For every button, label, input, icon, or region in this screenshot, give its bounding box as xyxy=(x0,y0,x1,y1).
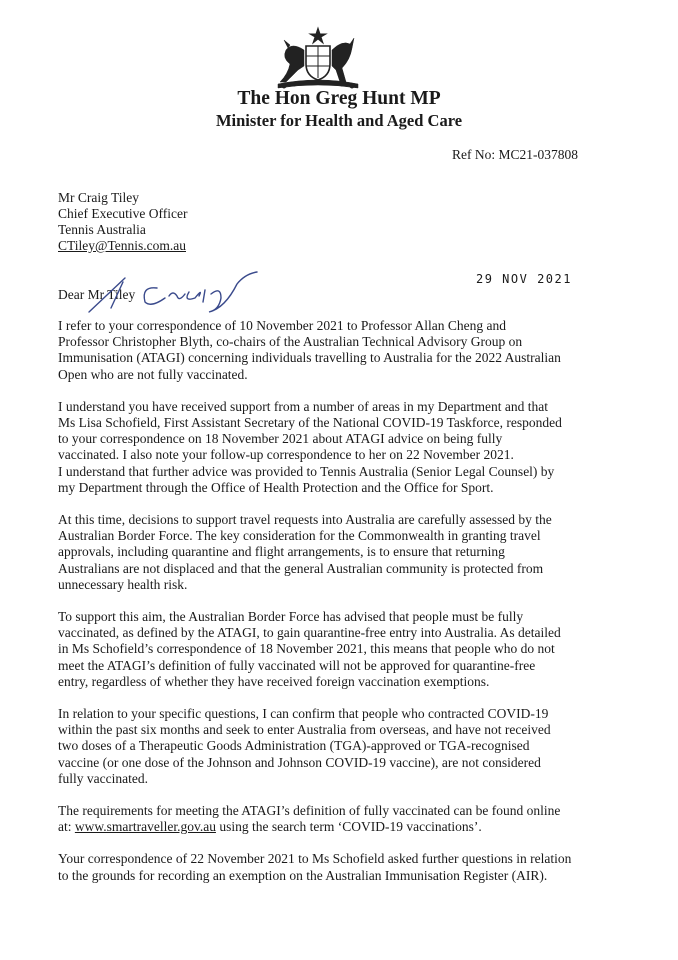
text-line: entry, regardless of whether they have received foreign vaccination exemptions. xyxy=(58,673,490,689)
recipient-position: Chief Executive Officer xyxy=(58,206,188,221)
text-line: to your correspondence on 18 November 2021 about ATAGI advice on being fully xyxy=(58,431,503,447)
date-stamp: 29 NOV 2021 xyxy=(476,272,572,286)
text-prefix: at: xyxy=(58,819,75,835)
text-line: At this time, decisions to support travel requests into Australia are carefully assessed by the xyxy=(58,512,552,528)
recipient-name: Mr Craig Tiley xyxy=(58,190,140,205)
salutation: Dear Mr Tiley xyxy=(58,287,136,302)
paragraph-5 xyxy=(58,706,648,787)
paragraph-1 xyxy=(58,318,648,383)
recipient-email-link[interactable]: CTiley@Tennis.com.au xyxy=(58,238,186,253)
smartraveller-link[interactable]: www.smartraveller.gov.au xyxy=(74,819,216,835)
text-line: approvals, including quarantine and flight arrangements, is to ensure that returning xyxy=(58,544,505,560)
text-line: The requirements for meeting the ATAGI’s definition of fully vaccinated can be found online xyxy=(58,803,561,819)
text-line: Open who are not fully vaccinated. xyxy=(58,366,248,382)
text-line: Professor Christopher Blyth, co-chairs of the Australian Technical Advisory Group on xyxy=(58,334,523,350)
text-line: Australian Border Force. The key consideration for the Commonwealth in granting travel xyxy=(58,528,541,544)
handwritten-signature-icon xyxy=(85,268,260,316)
text-line: In relation to your specific questions, I can confirm that people who contracted COVID-19 xyxy=(58,706,549,722)
text-line: unnecessary health risk. xyxy=(58,576,188,592)
text-line: Australians are not displaced and that the general Australian community is protected from xyxy=(58,560,544,576)
text-line: meet the ATAGI’s definition of fully vaccinated will not be approved for quarantine-free xyxy=(58,657,536,673)
text-line: I refer to your correspondence of 10 November 2021 to Professor Allan Cheng and xyxy=(58,318,506,333)
text-line: to the grounds for recording an exemption on the Australian Immunisation Register (AIR). xyxy=(58,867,548,883)
text-line: vaccinated, as defined by the ATAGI, to gain quarantine-free entry into Australia. As detailed xyxy=(58,625,561,641)
coat-of-arms-icon xyxy=(270,26,366,92)
minister-title: Minister for Health and Aged Care xyxy=(215,111,463,130)
reference-number: Ref No: MC21-037808 xyxy=(452,147,578,162)
text-line: I understand that further advice was provided to Tennis Australia (Senior Legal Counsel) by xyxy=(58,463,555,479)
paragraph-requirements xyxy=(58,803,648,835)
paragraph-4 xyxy=(58,609,648,690)
minister-name: The Hon Greg Hunt MP xyxy=(237,88,441,109)
text-line: my Department through the Office of Health Protection and the Office for Sport. xyxy=(58,479,494,495)
text-suffix: using the search term ‘COVID-19 vaccinations’. xyxy=(215,819,482,835)
text-line xyxy=(58,819,648,835)
paragraph-3 xyxy=(58,512,648,593)
text-line: two doses of a Therapeutic Goods Administration (TGA)-approved or TGA-recognised xyxy=(58,738,530,754)
text-line: Your correspondence of 22 November 2021 to Ms Schofield asked further questions in relation xyxy=(58,851,572,867)
text-line: vaccinated. I also note your follow-up correspondence to her on 22 November 2021. xyxy=(58,447,514,463)
letter-body xyxy=(58,318,648,900)
text-line: in Ms Schofield’s correspondence of 18 November 2021, this means that people who do not xyxy=(58,641,555,657)
text-line: Ms Lisa Schofield, First Assistant Secretary of the National COVID-19 Taskforce, responded xyxy=(58,415,562,431)
text-line: Immunisation (ATAGI) concerning individuals travelling to Australia for the 2022 Australian xyxy=(58,350,561,366)
text-line: I understand you have received support from a number of areas in my Department and that xyxy=(58,398,548,414)
text-line: within the past six months and seek to enter Australia from overseas, and have not received xyxy=(58,722,551,738)
text-line: fully vaccinated. xyxy=(58,770,148,786)
text-line: To support this aim, the Australian Border Force has advised that people must be fully xyxy=(58,609,524,625)
paragraph-2 xyxy=(58,399,648,496)
text-line: vaccine (or one dose of the Johnson and Johnson COVID-19 vaccine), are not considered xyxy=(58,754,541,770)
recipient-organisation: Tennis Australia xyxy=(58,222,146,237)
paragraph-closing xyxy=(58,851,648,883)
recipient-address xyxy=(58,190,187,254)
